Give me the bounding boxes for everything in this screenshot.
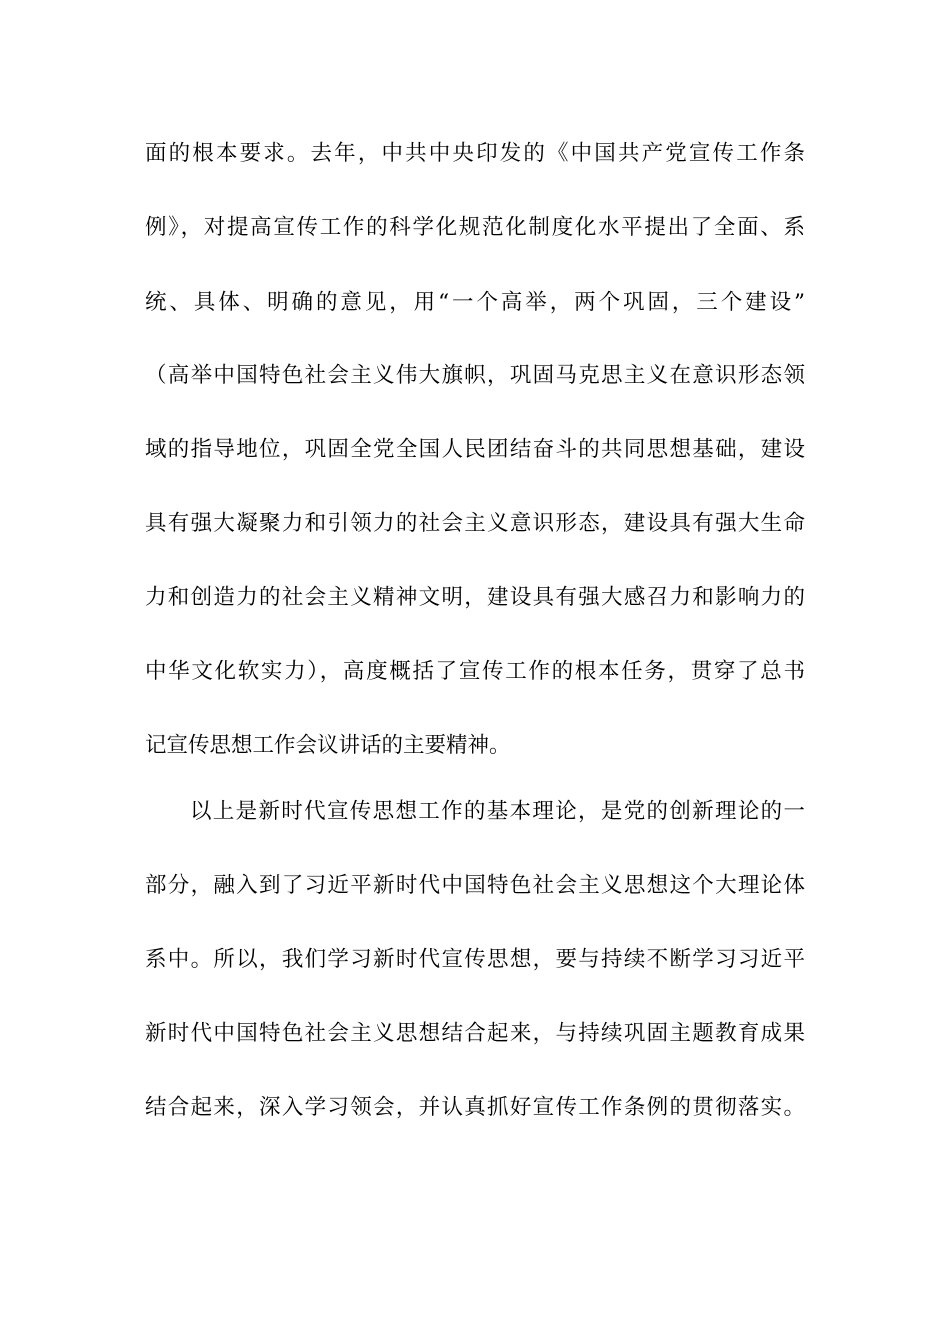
text-line-8: 中华文化软实力），高度概括了宣传工作的根本任务，贯穿了总书 xyxy=(145,659,805,684)
text-line-13: 新时代中国特色社会主义思想结合起来，与持续巩固主题教育成果 xyxy=(145,1021,805,1046)
text-line-2: 例》，对提高宣传工作的科学化规范化制度化水平提出了全面、系 xyxy=(145,215,805,240)
text-line-7: 力和创造力的社会主义精神文明，建设具有强大感召力和影响力的 xyxy=(145,585,805,610)
text-line-14: 结合起来，深入学习领会，并认真抓好宣传工作条例的贯彻落实。 xyxy=(145,1095,805,1120)
text-line-3: 统、具体、明确的意见，用“一个高举，两个巩固，三个建设” xyxy=(145,290,805,315)
text-line-12: 系中。所以，我们学习新时代宣传思想，要与持续不断学习习近平 xyxy=(145,947,805,972)
text-line-11: 部分，融入到了习近平新时代中国特色社会主义思想这个大理论体 xyxy=(145,873,805,898)
text-line-6: 具有强大凝聚力和引领力的社会主义意识形态，建设具有强大生命 xyxy=(145,511,805,536)
text-line-9: 记宣传思想工作会议讲话的主要精神。 xyxy=(145,733,511,758)
text-line-10: 以上是新时代宣传思想工作的基本理论，是党的创新理论的一 xyxy=(190,799,805,824)
text-line-5: 域的指导地位，巩固全党全国人民团结奋斗的共同思想基础，建设 xyxy=(145,437,805,462)
text-line-4: （高举中国特色社会主义伟大旗帜，巩固马克思主义在意识形态领 xyxy=(145,363,805,388)
text-line-1: 面的根本要求。去年，中共中央印发的《中国共产党宣传工作条 xyxy=(145,141,805,166)
